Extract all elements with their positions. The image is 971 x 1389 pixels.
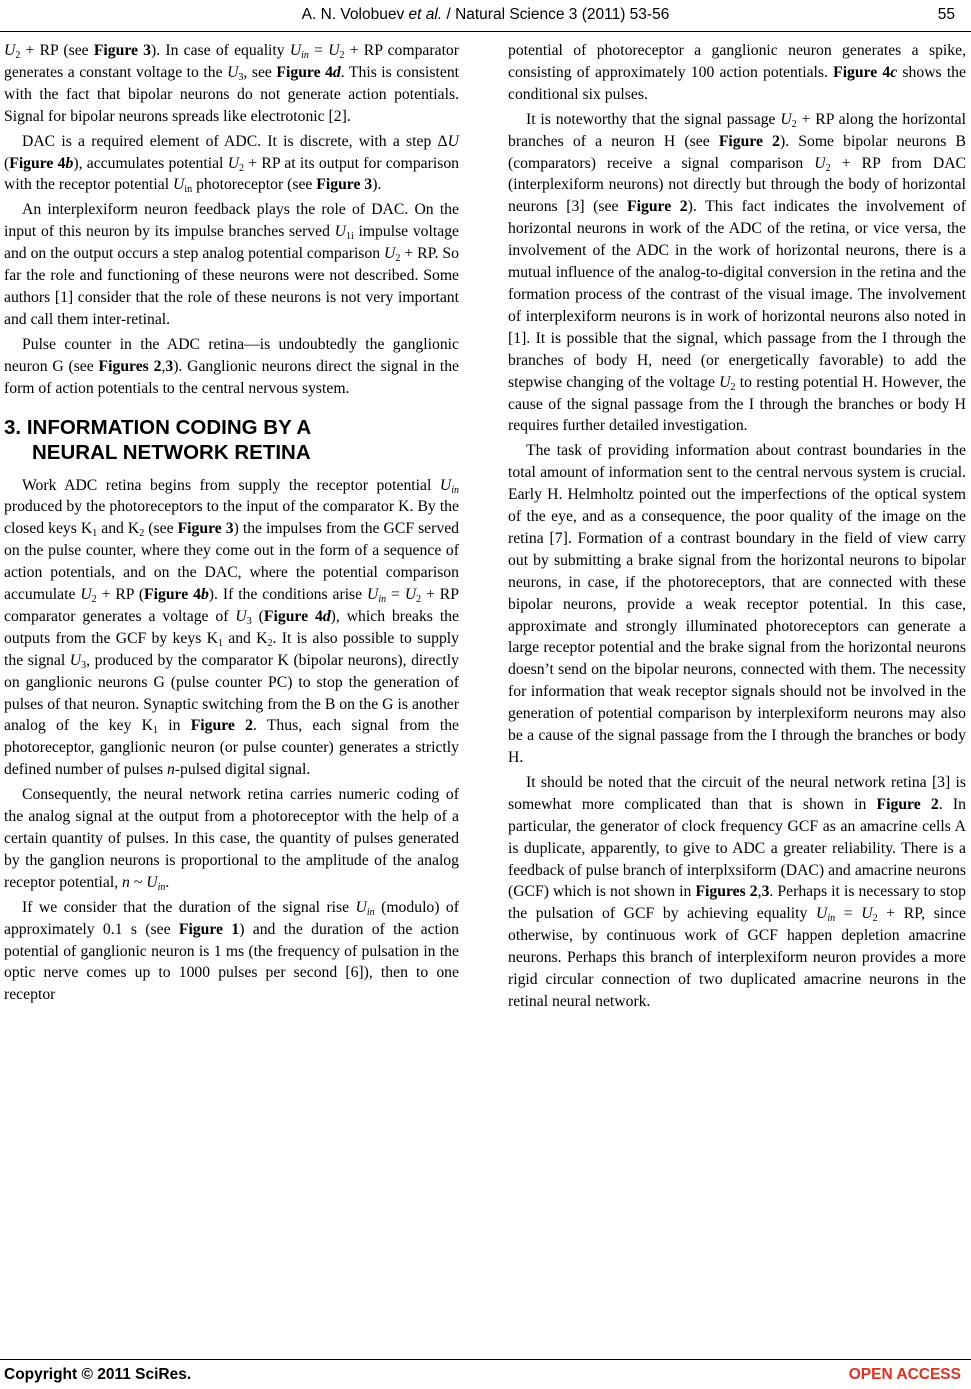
- paragraph: Pulse counter in the ADC retina—is undoubtedly the ganglionic neuron G (see Figures 2,3). Ganglionic neurons direct the signal in the form of action potentials to the central nervous system.: [4, 335, 459, 397]
- header-citation: [0, 6, 971, 24]
- paragraph: It is noteworthy that the signal passage $U_2$ + RP along the horizontal branches of a neuron H (see Figure 2). Some bipolar neurons B (comparators) receive a signal comparison $U_2$ + RP from DAC (interplexiform neurons) not directly but through the body of horizontal neurons [3] (see Figure 2). This fact indicates the involvement of horizontal neurons in work of the ADC of the retina, or vice versa, the involvement of the ADC in the work of horizontal neurons, there is a mutual influence of the analog-to-digital conversion in the retina and the formation process of the contrast of the visual image. The involvement of interplexiform neurons is in work of horizontal neurons also noted in [1]. It is possible that the signal, which passage from the I through the branches of body H, need (or energetically favorable) to add the stepwise changing of the voltage $U_2$ to resting potential H. However, the cause of the signal passage from the I through the branches or body H requires further detailed investigation.: [508, 110, 966, 435]
- paragraph: The task of providing information about contrast boundaries in the total amount of information sent to the central nervous system is crucial. Early H. Helmholtz pointed out the imperfections of the optical system of the eye, and as a consequence, the poor quality of the image on the retina [7]. Formation of a contrast boundary in the field of view carry out by submitting a brake signal from the horizontal neurons to bipolar neurons, in case, if the photoreceptors, that are connected with these bipolar neurons, provide a weak receptor potential. In this case, approximate and strongly illuminated photoreceptors can generate a large receptor potential and the brake signal from the horizontal neurons doesn’t send on the bipolar neurons, connected with them. The necessity for information that weak receptor signals should not be involved in the generation of potential comparison by interplexiform neurons may also be a cause of the signal passage from the I through the branches or body H.: [508, 442, 966, 766]
- page-number: 55: [937, 6, 955, 23]
- header-etal: et al.: [408, 6, 443, 23]
- header-rule: [0, 31, 971, 32]
- paragraph: potential of photoreceptor a ganglionic neuron generates a spike, consisting of approximately 100 action potentials. Figure 4c shows the conditional six pulses.: [508, 42, 966, 103]
- left-column: [4, 40, 459, 1009]
- paragraph: It should be noted that the circuit of the neural network retina [3] is somewhat more complicated than that is shown in Figure 2. In particular, the generator of clock frequency GCF as an amacrine cells A is duplicate, apparently, to give to ADC a greater reliability. There is a feedback of pulse branch of interplxsiform (DAC) and amacrine neurons (GCF) which is not shown in Figures 2,3. Perhaps it is necessary to stop the pulsation of GCF by achieving equality $U_{in} = U_2$ + RP, since otherwise, by continuous work of GCF happen depletion amacrine neurons. Perhaps this branch of interplexiform neuron provides a more rigid circular connection of two duplicated amacrine neurons in the retinal neural network.: [508, 773, 966, 1010]
- paragraph: $U_2$ + RP (see Figure 3). In case of equality $U_{in} = U_2$ + RP comparator generates a constant voltage to the $U_3$, see Figure 4d. This is consistent with the fact that bipolar neurons do not generate action potentials. Signal for bipolar neurons spreads like electrotonic [2].: [4, 42, 460, 125]
- copyright-notice: Copyright © 2011 SciRes.: [4, 1366, 192, 1383]
- running-header: [0, 6, 971, 28]
- paragraph: Consequently, the neural network retina carries numeric coding of the analog signal at the output from a photoreceptor with the help of a certain quantity of pulses. In this case, the quantity of pulses generated by the ganglion neurons is proportional to the amplitude of the analog receptor potential, n ~ $U_{in}$.: [4, 786, 459, 893]
- header-journal: / Natural Science 3 (2011) 53-56: [446, 6, 670, 23]
- right-column: [508, 40, 966, 1016]
- open-access-label: OPEN ACCESS: [848, 1366, 961, 1383]
- section-number: 3.: [4, 415, 22, 439]
- paragraph: DAC is a required element of ADC. It is discrete, with a step ΔU (Figure 4b), accumulates potential $U_2$ + RP at its output for comparison with the receptor potential $U_{in}$ photoreceptor (see Figure 3).: [4, 132, 460, 196]
- section-title-line2: NEURAL NETWORK RETINA: [32, 440, 311, 464]
- section-title-line1: INFORMATION CODING BY A: [26, 415, 312, 439]
- paragraph: An interplexiform neuron feedback plays the role of DAC. On the input of this neuron by its impulse branches served $U_{1i}$ impulse voltage and on the output occurs a step analog potential comparison $U_2$ + RP. So far the role and functioning of these neurons were not described. Some authors [1] consider that the role of these neurons is not very important and call them inter-retinal.: [4, 201, 459, 328]
- paragraph: Work ADC retina begins from supply the receptor potential $U_{in}$ produced by the photoreceptors to the input of the comparator K. By the closed keys $K_1$ and $K_2$ (see Figure 3) the impulses from the GCF served on the pulse counter, where they come out in the form of a sequence of action potentials, and on the DAC, where the potential comparison accumulate $U_2$ + RP (Figure 4b). If the conditions arise $U_{in} = U_2$ + RP comparator generates a voltage of $U_3$ (Figure 4d), which breaks the outputs from the GCF by keys $K_1$ and $K_2$. It is also possible to supply the signal $U_3$, produced by the comparator K (bipolar neurons), directly on ganglionic neurons G (pulse counter PC) to stop the generation of pulses of that neuron. Synaptic switching from the B on the G is another analog of the key $K_1$ in Figure 2. Thus, each signal from the photoreceptor, ganglionic neuron (or pulse counter) generates a strictly defined number of pulses n-pulsed digital signal.: [4, 476, 460, 779]
- paragraph: If we consider that the duration of the signal rise $U_{in}$ (modulo) of approximately 0.1 s (see Figure 1) and the duration of the action potential of ganglionic neuron is 1 ms (the frequency of pulsation in the optic nerve comes up to 1000 pulses per second [6]), then to one receptor: [4, 898, 459, 1004]
- footer-rule: [0, 1359, 971, 1360]
- section-heading: [4, 415, 459, 465]
- header-authors: A. N. Volobuev: [301, 6, 405, 23]
